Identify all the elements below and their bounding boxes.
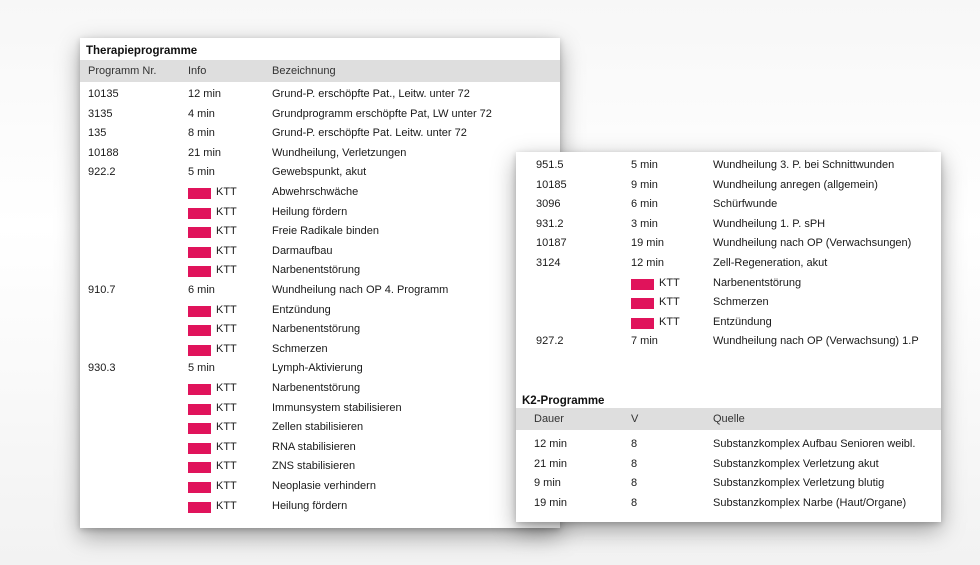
ktt-tag: KTT bbox=[216, 244, 237, 257]
pink-square-swatch-icon bbox=[188, 482, 211, 493]
program-bezeichnung: Entzündung bbox=[713, 315, 772, 328]
header-info: Info bbox=[188, 65, 207, 77]
program-nr: 910.7 bbox=[88, 284, 116, 296]
therapieprogramme-title: Therapieprogramme bbox=[86, 45, 198, 57]
ktt-row bbox=[80, 183, 560, 203]
ktt-row bbox=[80, 438, 560, 458]
pink-square-swatch-icon bbox=[188, 345, 211, 356]
program-row bbox=[516, 254, 941, 274]
program-info: 4 min bbox=[188, 107, 215, 120]
program-info: 3 min bbox=[631, 217, 658, 230]
program-bezeichnung: Narbenentstörung bbox=[272, 264, 361, 277]
program-row bbox=[516, 234, 941, 254]
program-bezeichnung: RNA stabilisieren bbox=[272, 440, 356, 453]
program-bezeichnung: Gewebspunkt, akut bbox=[272, 166, 367, 179]
k2-programme-header bbox=[516, 408, 941, 430]
program-bezeichnung: Heilung fördern bbox=[272, 205, 348, 218]
ktt-tag: KTT bbox=[216, 303, 237, 316]
ktt-row bbox=[80, 320, 560, 340]
program-bezeichnung: Grund-P. erschöpfte Pat., Leitw. unter 72 bbox=[272, 88, 470, 100]
program-info: 7 min bbox=[631, 335, 658, 348]
k2-quelle: Substanzkomplex Aufbau Senioren weibl. bbox=[713, 438, 916, 450]
program-info: 5 min bbox=[188, 166, 215, 179]
pink-square-swatch-icon bbox=[631, 279, 654, 290]
k2-dauer: 19 min bbox=[534, 496, 568, 509]
program-row bbox=[80, 85, 560, 105]
program-bezeichnung: Narbenentstörung bbox=[272, 323, 361, 336]
k2-quelle: Substanzkomplex Narbe (Haut/Organe) bbox=[713, 496, 907, 509]
k2-v: 8 bbox=[631, 438, 638, 450]
program-row bbox=[80, 124, 560, 144]
program-bezeichnung: Wundheilung, Verletzungen bbox=[272, 146, 407, 159]
ktt-row bbox=[80, 497, 560, 517]
ktt-tag: KTT bbox=[216, 342, 237, 355]
pink-square-swatch-icon bbox=[188, 443, 211, 454]
program-bezeichnung: Neoplasie verhindern bbox=[272, 480, 376, 492]
pink-square-swatch-icon bbox=[188, 208, 211, 219]
program-row bbox=[80, 144, 560, 164]
program-bezeichnung: Narbenentstörung bbox=[272, 382, 361, 394]
ktt-row bbox=[80, 301, 560, 321]
k2-row bbox=[516, 435, 941, 455]
program-nr: 3096 bbox=[536, 198, 561, 211]
ktt-row bbox=[80, 340, 560, 360]
ktt-row bbox=[80, 399, 560, 419]
ktt-row bbox=[80, 203, 560, 223]
k2-row bbox=[516, 455, 941, 475]
k2-quelle: Substanzkomplex Verletzung akut bbox=[713, 457, 879, 470]
program-bezeichnung: Wundheilung nach OP 4. Programm bbox=[272, 284, 449, 296]
program-bezeichnung: Schmerzen bbox=[272, 342, 328, 355]
ktt-row bbox=[80, 477, 560, 497]
header-bezeichnung: Bezeichnung bbox=[272, 65, 336, 77]
program-nr: 10135 bbox=[88, 88, 119, 100]
program-nr: 951.5 bbox=[536, 159, 564, 171]
program-row bbox=[516, 195, 941, 215]
ktt-row bbox=[80, 222, 560, 242]
ktt-tag: KTT bbox=[216, 480, 237, 492]
ktt-tag: KTT bbox=[659, 276, 680, 289]
program-bezeichnung: Grundprogramm erschöpfte Pat, LW unter 72 bbox=[272, 107, 492, 120]
ktt-row bbox=[516, 274, 941, 294]
program-nr: 10187 bbox=[536, 237, 567, 250]
program-bezeichnung: Wundheilung nach OP (Verwachsung) 1.P bbox=[713, 335, 919, 348]
program-row bbox=[516, 332, 941, 352]
ktt-tag: KTT bbox=[216, 323, 237, 336]
pink-square-swatch-icon bbox=[631, 318, 654, 329]
program-info: 6 min bbox=[631, 198, 658, 211]
pink-square-swatch-icon bbox=[188, 462, 211, 473]
program-nr: 10188 bbox=[88, 146, 119, 159]
program-row bbox=[516, 156, 941, 176]
pink-square-swatch-icon bbox=[188, 247, 211, 258]
program-bezeichnung: Schmerzen bbox=[713, 296, 769, 309]
ktt-row bbox=[80, 457, 560, 477]
ktt-tag: KTT bbox=[216, 382, 237, 394]
program-info: 19 min bbox=[631, 237, 665, 250]
program-info: 12 min bbox=[188, 88, 222, 100]
ktt-tag: KTT bbox=[216, 401, 237, 414]
pink-square-swatch-icon bbox=[188, 227, 211, 238]
program-bezeichnung: Schürfwunde bbox=[713, 198, 778, 211]
program-info: 12 min bbox=[631, 257, 665, 269]
program-bezeichnung: Wundheilung nach OP (Verwachsungen) bbox=[713, 237, 912, 250]
k2-row bbox=[516, 494, 941, 514]
program-nr: 135 bbox=[88, 127, 107, 140]
program-nr: 3135 bbox=[88, 107, 113, 120]
program-bezeichnung: Grund-P. erschöpfte Pat. Leitw. unter 72 bbox=[272, 127, 467, 140]
ktt-row bbox=[516, 293, 941, 313]
program-bezeichnung: Zell-Regeneration, akut bbox=[713, 257, 828, 269]
program-bezeichnung: Entzündung bbox=[272, 303, 331, 316]
program-info: 5 min bbox=[631, 159, 658, 171]
ktt-row bbox=[516, 313, 941, 333]
ktt-tag: KTT bbox=[659, 315, 680, 328]
program-row bbox=[516, 176, 941, 196]
program-nr: 930.3 bbox=[88, 362, 116, 375]
therapieprogramme-header bbox=[80, 60, 560, 82]
ktt-tag: KTT bbox=[216, 421, 237, 434]
pink-square-swatch-icon bbox=[631, 298, 654, 309]
program-bezeichnung: Heilung fördern bbox=[272, 499, 348, 512]
header-dauer: Dauer bbox=[534, 413, 564, 425]
program-bezeichnung: Immunsystem stabilisieren bbox=[272, 401, 402, 414]
ktt-row bbox=[80, 418, 560, 438]
k2-row bbox=[516, 474, 941, 494]
k2-dauer: 21 min bbox=[534, 457, 568, 470]
pink-square-swatch-icon bbox=[188, 188, 211, 199]
k2-v: 8 bbox=[631, 457, 638, 470]
program-bezeichnung: Wundheilung anregen (allgemein) bbox=[713, 178, 878, 191]
ktt-row bbox=[80, 261, 560, 281]
program-bezeichnung: Abwehrschwäche bbox=[272, 186, 359, 198]
header-quelle: Quelle bbox=[713, 413, 745, 425]
program-info: 21 min bbox=[188, 146, 222, 159]
ktt-tag: KTT bbox=[216, 186, 237, 198]
therapieprogramme-sheet bbox=[80, 38, 560, 528]
ktt-tag: KTT bbox=[216, 205, 237, 218]
program-bezeichnung: Narbenentstörung bbox=[713, 276, 802, 289]
ktt-tag: KTT bbox=[216, 264, 237, 277]
pink-square-swatch-icon bbox=[188, 306, 211, 317]
ktt-tag: KTT bbox=[216, 440, 237, 453]
program-bezeichnung: Wundheilung 3. P. bei Schnittwunden bbox=[713, 159, 895, 171]
program-bezeichnung: ZNS stabilisieren bbox=[272, 460, 356, 473]
k2-dauer: 12 min bbox=[534, 438, 568, 450]
continued-sheet bbox=[516, 152, 941, 522]
pink-square-swatch-icon bbox=[188, 325, 211, 336]
header-programm-nr: Programm Nr. bbox=[88, 65, 157, 77]
program-nr: 3124 bbox=[536, 257, 561, 269]
k2-programme-title: K2-Programme bbox=[522, 395, 605, 407]
ktt-row bbox=[80, 379, 560, 399]
program-info: 9 min bbox=[631, 178, 658, 191]
program-nr: 10185 bbox=[536, 178, 567, 191]
pink-square-swatch-icon bbox=[188, 384, 211, 395]
program-row bbox=[80, 163, 560, 183]
ktt-tag: KTT bbox=[216, 460, 237, 473]
program-bezeichnung: Freie Radikale binden bbox=[272, 225, 380, 238]
ktt-tag: KTT bbox=[659, 296, 680, 309]
program-row bbox=[80, 281, 560, 301]
pink-square-swatch-icon bbox=[188, 502, 211, 513]
program-bezeichnung: Lymph-Aktivierung bbox=[272, 362, 363, 375]
program-nr: 922.2 bbox=[88, 166, 116, 179]
k2-quelle: Substanzkomplex Verletzung blutig bbox=[713, 477, 885, 490]
program-bezeichnung: Zellen stabilisieren bbox=[272, 421, 364, 434]
program-nr: 927.2 bbox=[536, 335, 564, 348]
pink-square-swatch-icon bbox=[188, 423, 211, 434]
pink-square-swatch-icon bbox=[188, 266, 211, 277]
ktt-tag: KTT bbox=[216, 225, 237, 238]
header-v: V bbox=[631, 413, 639, 425]
program-info: 5 min bbox=[188, 362, 215, 375]
program-row bbox=[516, 215, 941, 235]
program-bezeichnung: Wundheilung 1. P. sPH bbox=[713, 217, 826, 230]
k2-v: 8 bbox=[631, 477, 638, 490]
program-info: 8 min bbox=[188, 127, 215, 140]
pink-square-swatch-icon bbox=[188, 404, 211, 415]
program-nr: 931.2 bbox=[536, 217, 564, 230]
k2-dauer: 9 min bbox=[534, 477, 561, 490]
program-row bbox=[80, 105, 560, 125]
program-bezeichnung: Darmaufbau bbox=[272, 244, 333, 257]
ktt-row bbox=[80, 242, 560, 262]
k2-v: 8 bbox=[631, 496, 638, 509]
program-info: 6 min bbox=[188, 284, 215, 296]
program-row bbox=[80, 359, 560, 379]
ktt-tag: KTT bbox=[216, 499, 237, 512]
